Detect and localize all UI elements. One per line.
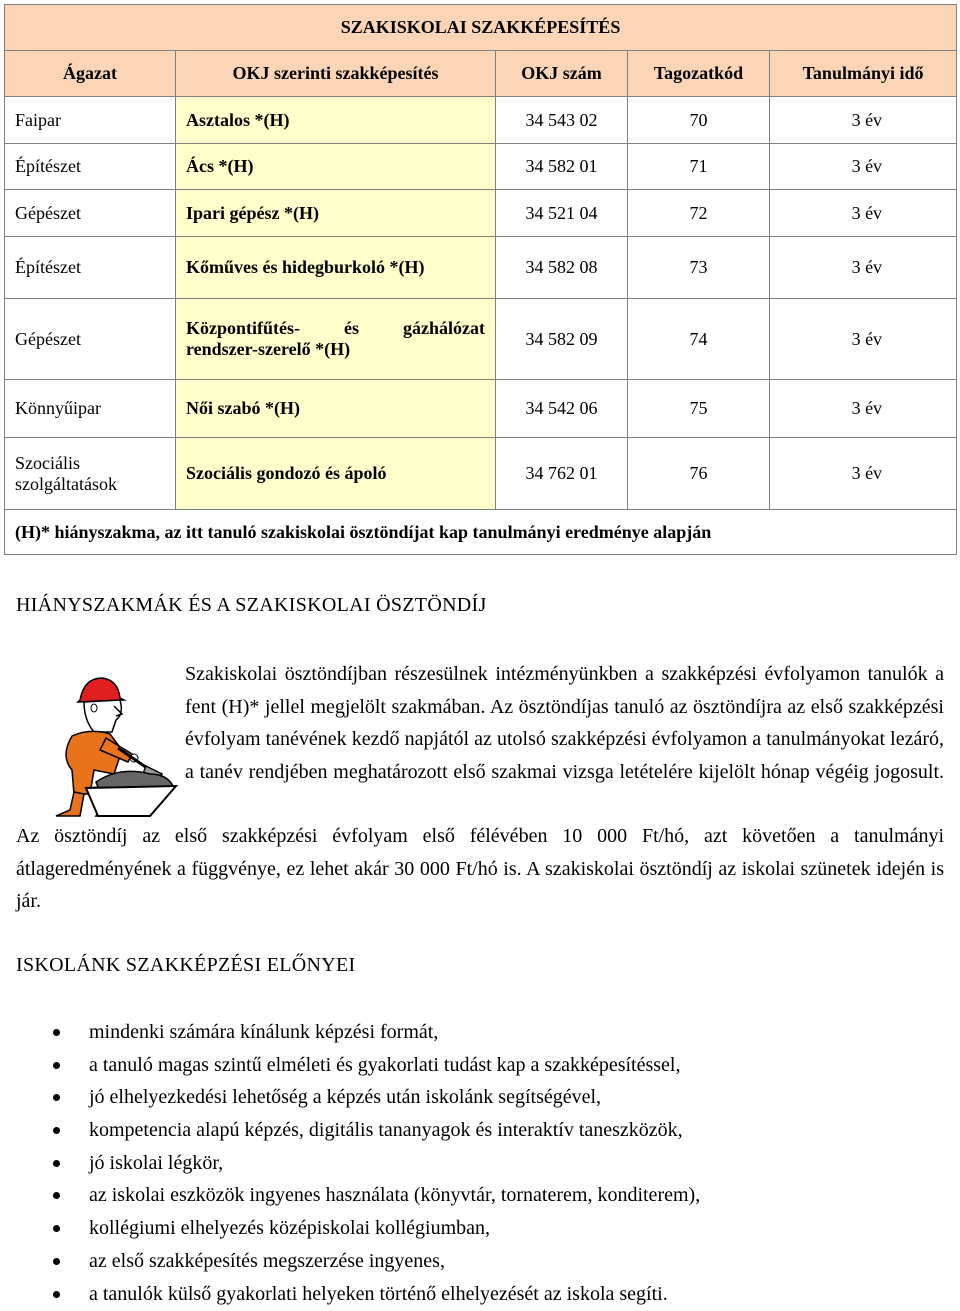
header-okj-number: OKJ szám xyxy=(496,51,628,97)
list-item: kollégiumi elhelyezés középiskolai kollégiumban, xyxy=(0,1212,700,1245)
cell-okj: 34 582 01 xyxy=(496,144,628,190)
list-item: a tanulók külső gyakorlati helyeken történő elhelyezését az iskola segíti. xyxy=(0,1278,700,1311)
cell-sector: Építészet xyxy=(5,144,176,190)
table-header-row xyxy=(5,51,957,97)
table-row xyxy=(5,438,957,510)
header-sector: Ágazat xyxy=(5,51,176,97)
bullet-icon xyxy=(53,1029,60,1036)
list-item: az első szakképesítés megszerzése ingyenes, xyxy=(0,1245,700,1278)
bullet-icon xyxy=(53,1062,60,1069)
cell-duration: 3 év xyxy=(770,97,957,144)
cell-qualification: Asztalos *(H) xyxy=(176,97,496,144)
list-item: kompetencia alapú képzés, digitális tananyagok és interaktív taneszközök, xyxy=(0,1114,700,1147)
cell-sector: Gépészet xyxy=(5,190,176,237)
bullet-icon xyxy=(53,1094,60,1101)
cell-code: 73 xyxy=(628,237,770,299)
table-row xyxy=(5,190,957,237)
table-row xyxy=(5,97,957,144)
header-section-code: Tagozatkód xyxy=(628,51,770,97)
cell-okj: 34 521 04 xyxy=(496,190,628,237)
table-row xyxy=(5,237,957,299)
qualification-line-1: Központifűtés- és gázhálózat xyxy=(186,318,485,338)
cell-duration: 3 év xyxy=(770,190,957,237)
cell-qualification: Női szabó *(H) xyxy=(176,380,496,438)
cell-qualification: Szociális gondozó és ápoló xyxy=(176,438,496,510)
cell-duration: 3 év xyxy=(770,438,957,510)
list-item: jó elhelyezkedési lehetőség a képzés után iskolánk segítségével, xyxy=(0,1081,700,1114)
header-qualification: OKJ szerinti szakképesítés xyxy=(176,51,496,97)
list-item: mindenki számára kínálunk képzési formát, xyxy=(0,1016,700,1049)
cell-okj: 34 762 01 xyxy=(496,438,628,510)
construction-worker-shoveling-icon xyxy=(50,670,180,820)
cell-qualification: Ipari gépész *(H) xyxy=(176,190,496,237)
bullet-icon xyxy=(53,1225,60,1232)
cell-sector: Építészet xyxy=(5,237,176,299)
cell-code: 71 xyxy=(628,144,770,190)
bullet-icon xyxy=(53,1192,60,1199)
cell-okj: 34 582 08 xyxy=(496,237,628,299)
cell-qualification: Ács *(H) xyxy=(176,144,496,190)
table-row xyxy=(5,380,957,438)
qualification-line-2: rendszer-szerelő *(H) xyxy=(186,339,351,359)
list-item: a tanuló magas szintű elméleti és gyakorlati tudást kap a szakképesítéssel, xyxy=(0,1049,700,1082)
scholarship-paragraph-first: Szakiskolai ösztöndíjban részesülnek intézményünkben a szakképzési évfolyamon tanulók a fent (H)* jellel megjelölt szakmában. Az ösztöndíjas tanuló az ösztöndíjra az első szakképzési évfolyam tanévének kezdő napjától az utolsó szakképzési évfolyamon a tanulmányokat lezáró, a tanév rendjében meghatározott első szakmai vizsga letételére kijelölt hónap végéig jogosult. xyxy=(185,663,944,783)
cell-code: 74 xyxy=(628,299,770,380)
bullet-icon xyxy=(53,1291,60,1298)
cell-duration: 3 év xyxy=(770,299,957,380)
bullet-icon xyxy=(53,1127,60,1134)
advantages-list xyxy=(0,1016,700,1310)
qualifications-table xyxy=(4,4,957,555)
cell-sector xyxy=(5,438,176,510)
cell-sector: Faipar xyxy=(5,97,176,144)
table-note: (H)* hiányszakma, az itt tanuló szakiskolai ösztöndíjat kap tanulmányi eredménye alapján xyxy=(5,510,957,555)
scholarship-paragraph-rest: Az ösztöndíj az első szakképzési évfolyam első félévében 10 000 Ft/hó, azt követően a tanulmányi átlageredményének a függvénye, ez lehet akár 30 000 Ft/hó is. A szakiskolai ösztöndíj az iskolai szünetek idején is jár. xyxy=(16,825,944,912)
table-row xyxy=(5,144,957,190)
cell-code: 70 xyxy=(628,97,770,144)
cell-code: 75 xyxy=(628,380,770,438)
bullet-icon xyxy=(53,1258,60,1265)
table-row xyxy=(5,299,957,380)
cell-sector: Gépészet xyxy=(5,299,176,380)
table-title-row xyxy=(5,5,957,51)
cell-duration: 3 év xyxy=(770,144,957,190)
sector-line-2: szolgáltatások xyxy=(15,473,117,494)
header-duration: Tanulmányi idő xyxy=(770,51,957,97)
cell-okj: 34 543 02 xyxy=(496,97,628,144)
cell-sector: Könnyűipar xyxy=(5,380,176,438)
table-note-row xyxy=(5,510,957,555)
cell-okj: 34 542 06 xyxy=(496,380,628,438)
list-item: jó iskolai légkör, xyxy=(0,1147,700,1180)
cell-okj: 34 582 09 xyxy=(496,299,628,380)
list-item: az iskolai eszközök ingyenes használata (könyvtár, tornaterem, konditerem), xyxy=(0,1179,700,1212)
table-title: SZAKISKOLAI SZAKKÉPESÍTÉS xyxy=(5,5,957,51)
cell-code: 72 xyxy=(628,190,770,237)
bullet-icon xyxy=(53,1160,60,1167)
cell-code: 76 xyxy=(628,438,770,510)
cell-duration: 3 év xyxy=(770,380,957,438)
advantages-heading: ISKOLÁNK SZAKKÉPZÉSI ELŐNYEI xyxy=(16,954,356,976)
sector-line-1: Szociális xyxy=(15,452,80,473)
cell-qualification: Kőműves és hidegburkoló *(H) xyxy=(176,237,496,299)
cell-duration: 3 év xyxy=(770,237,957,299)
scholarship-heading: HIÁNYSZAKMÁK ÉS A SZAKISKOLAI ÖSZTÖNDÍJ xyxy=(16,594,487,616)
cell-qualification xyxy=(176,299,496,380)
